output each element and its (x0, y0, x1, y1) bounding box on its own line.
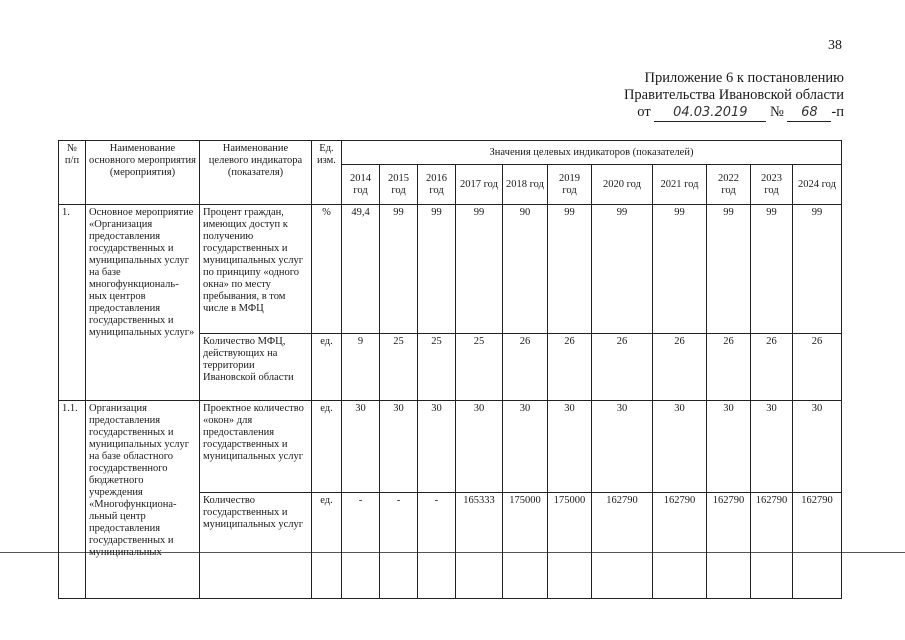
row-event: Основное мероприятие «Организация предоставления государственных и муниципальных услуг на базе многофункциональ-ных центров предоставления государственных и муниципальных услуг» (86, 205, 200, 401)
indicator-value: 99 (380, 205, 418, 334)
indicator-value: 30 (653, 401, 707, 493)
header-year: 2015 год (380, 165, 418, 205)
indicator-value: 25 (456, 334, 503, 401)
appendix-header (624, 70, 844, 122)
indicator-value: 30 (456, 401, 503, 493)
indicator-value: 162790 (653, 493, 707, 599)
appendix-title: Приложение 6 к постановлению (644, 70, 844, 86)
indicator-value: 99 (548, 205, 592, 334)
header-year: 2019 год (548, 165, 592, 205)
indicator-value: 26 (751, 334, 793, 401)
header-num: № п/п (59, 141, 86, 205)
indicator-value: 99 (592, 205, 653, 334)
table-row (59, 401, 842, 493)
row-event: Организация предоставления государственных и муниципальных услуг на базе областного государственного бюджетного учреждения «Многофункциона-льный центр предоставления государственных и муниципальных (86, 401, 200, 599)
indicator-value: 30 (793, 401, 842, 493)
indicator-value: 30 (342, 401, 380, 493)
indicator-value: 30 (548, 401, 592, 493)
indicator-value: 175000 (503, 493, 548, 599)
table-row (59, 205, 842, 334)
header-event: Наименование основного мероприятия (мероприятия) (86, 141, 200, 205)
header-year: 2014 год (342, 165, 380, 205)
indicator-value: 99 (793, 205, 842, 334)
indicator-value: 30 (751, 401, 793, 493)
indicator-name: Процент граждан, имеющих доступ к получению государственных и муниципальных услуг по принципу «одного окна» по месту пребывания, в том числе в МФЦ (200, 205, 312, 334)
indicator-value: 90 (503, 205, 548, 334)
indicator-unit: % (312, 205, 342, 334)
indicator-value: - (418, 493, 456, 599)
indicator-name: Проектное количество «окон» для предоставления государственных и муниципальных услуг (200, 401, 312, 493)
indicator-value: - (342, 493, 380, 599)
indicator-value: 99 (653, 205, 707, 334)
header-values-group: Значения целевых индикаторов (показателей) (342, 141, 842, 165)
indicator-value: 30 (707, 401, 751, 493)
indicator-unit: ед. (312, 493, 342, 599)
page-number: 38 (828, 38, 842, 53)
indicator-unit: ед. (312, 401, 342, 493)
row-num: 1. (59, 205, 86, 401)
header-year: 2016 год (418, 165, 456, 205)
indicator-value: 162790 (707, 493, 751, 599)
indicator-value: 9 (342, 334, 380, 401)
header-year: 2023 год (751, 165, 793, 205)
from-label: от (637, 104, 651, 120)
indicator-value: 162790 (592, 493, 653, 599)
handwritten-number: 68 (787, 104, 831, 122)
header-unit: Ед. изм. (312, 141, 342, 205)
indicator-value: 99 (707, 205, 751, 334)
header-year: 2017 год (456, 165, 503, 205)
indicator-value: 99 (456, 205, 503, 334)
indicator-value: 25 (418, 334, 456, 401)
row-num: 1.1. (59, 401, 86, 599)
indicator-value: 26 (548, 334, 592, 401)
indicator-value: 26 (503, 334, 548, 401)
indicator-value: 26 (592, 334, 653, 401)
indicator-value: 49,4 (342, 205, 380, 334)
indicator-value: 30 (380, 401, 418, 493)
indicator-value: 30 (503, 401, 548, 493)
indicator-value: 26 (707, 334, 751, 401)
indicator-value: 99 (751, 205, 793, 334)
header-year: 2020 год (592, 165, 653, 205)
number-label: № (769, 104, 784, 120)
indicator-value: 162790 (751, 493, 793, 599)
header-indicator: Наименование целевого индикатора (показателя) (200, 141, 312, 205)
indicator-value: 30 (418, 401, 456, 493)
indicator-value: 162790 (793, 493, 842, 599)
indicator-value: 175000 (548, 493, 592, 599)
handwritten-date: 04.03.2019 (654, 104, 766, 122)
header-year: 2018 год (503, 165, 548, 205)
indicators-table (58, 140, 842, 599)
indicator-value: 26 (793, 334, 842, 401)
appendix-date-line (624, 104, 844, 122)
indicator-value: 165333 (456, 493, 503, 599)
indicator-value: 30 (592, 401, 653, 493)
appendix-government: Правительства Ивановской области (623, 87, 844, 103)
number-suffix: -п (831, 104, 844, 120)
header-year: 2021 год (653, 165, 707, 205)
header-year: 2022 год (707, 165, 751, 205)
indicator-value: - (380, 493, 418, 599)
indicator-value: 99 (418, 205, 456, 334)
indicator-unit: ед. (312, 334, 342, 401)
indicator-value: 25 (380, 334, 418, 401)
indicator-value: 26 (653, 334, 707, 401)
indicator-name: Количество МФЦ, действующих на территории Ивановской области (200, 334, 312, 401)
header-year: 2024 год (793, 165, 842, 205)
indicator-name: Количество государственных и муниципальных услуг (200, 493, 312, 599)
